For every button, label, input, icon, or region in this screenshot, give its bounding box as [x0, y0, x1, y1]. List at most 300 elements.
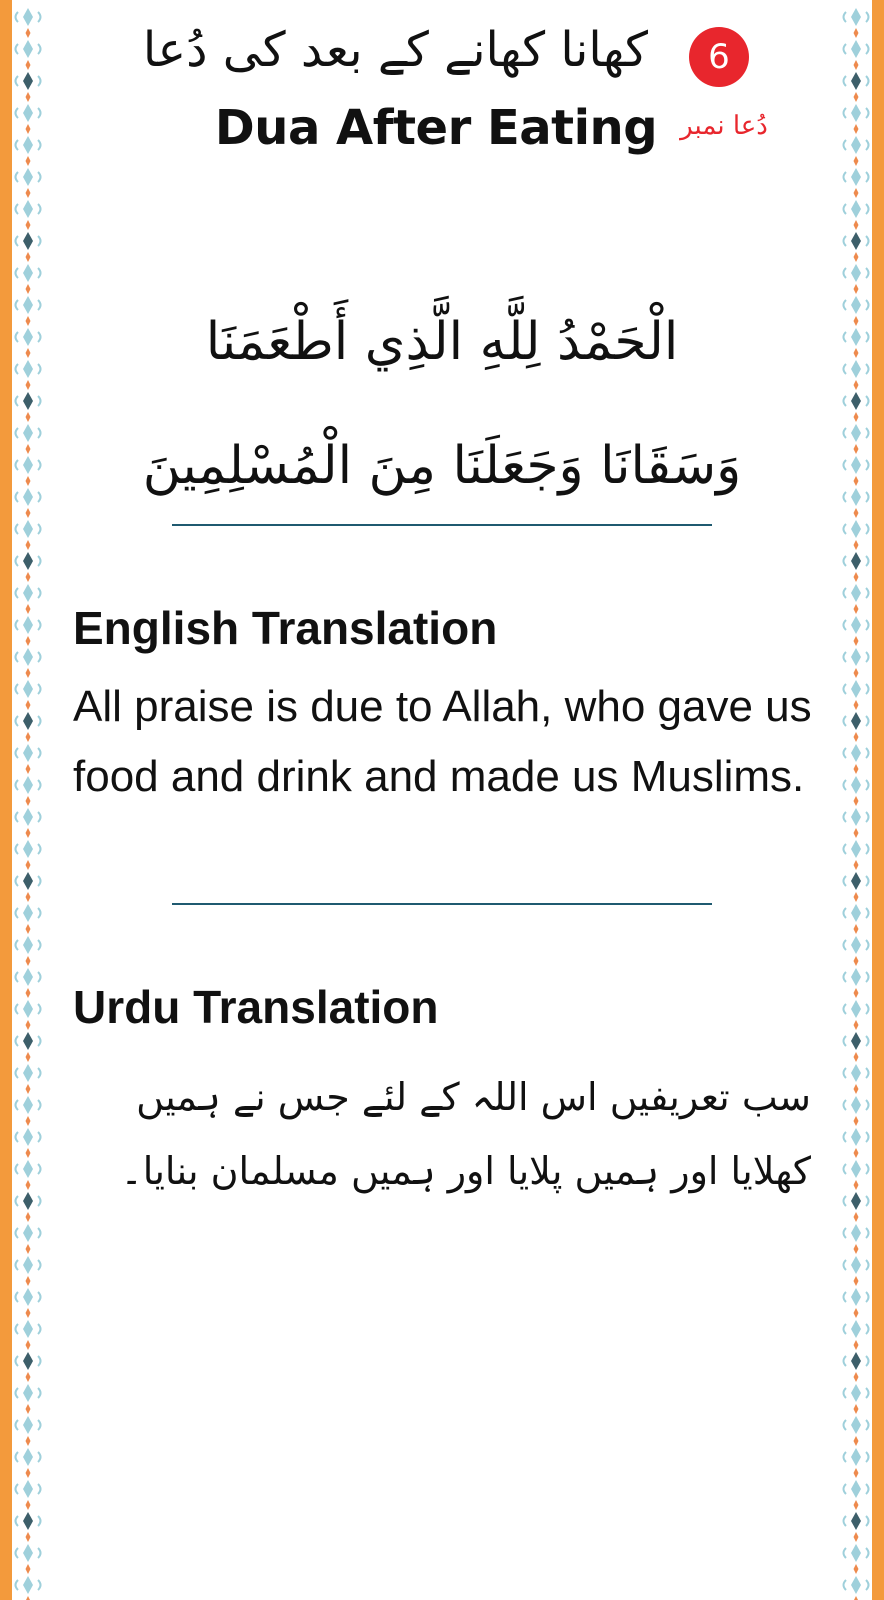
- border-dot: [854, 1596, 859, 1600]
- dua-card: [46, 0, 838, 1600]
- border-leaf: [38, 268, 41, 278]
- border-dot: [26, 668, 31, 678]
- border-dot: [854, 188, 859, 198]
- border-leaf: [866, 748, 869, 758]
- border-diamond: [851, 328, 861, 346]
- border-leaf: [844, 940, 847, 950]
- border-diamond: [851, 776, 861, 794]
- border-dot: [854, 732, 859, 742]
- section-divider: [172, 903, 712, 905]
- border-dot: [26, 1180, 31, 1190]
- border-leaf: [38, 1356, 41, 1366]
- border-dot: [26, 220, 31, 230]
- border-leaf: [866, 556, 869, 566]
- border-leaf: [38, 940, 41, 950]
- border-dot: [26, 188, 31, 198]
- border-dot: [26, 348, 31, 358]
- urdu-translation-text: سب تعریفیں اس اللہ کے لئے جس نے ہمیں کھلایا اور ہمیں پلایا اور ہمیں مسلمان بنایا۔: [120, 1075, 811, 1193]
- border-leaf: [16, 1420, 19, 1430]
- border-dot: [854, 1564, 859, 1574]
- border-leaf: [38, 1292, 41, 1302]
- border-leaf: [16, 556, 19, 566]
- border-leaf: [866, 492, 869, 502]
- border-diamond: [851, 200, 861, 218]
- border-leaf: [16, 620, 19, 630]
- arabic-dua: [66, 280, 818, 528]
- border-diamond: [23, 648, 33, 666]
- border-diamond: [23, 616, 33, 634]
- border-leaf: [16, 940, 19, 950]
- border-leaf: [38, 972, 41, 982]
- border-dot: [854, 796, 859, 806]
- border-leaf: [16, 652, 19, 662]
- border-diamond: [851, 1352, 861, 1370]
- border-dot: [854, 124, 859, 134]
- border-leaf: [844, 812, 847, 822]
- border-dot: [854, 860, 859, 870]
- decorative-border-left: [0, 0, 46, 1600]
- border-leaf: [844, 1292, 847, 1302]
- border-leaf: [866, 332, 869, 342]
- border-leaf: [16, 1548, 19, 1558]
- border-diamond: [851, 1320, 861, 1338]
- border-leaf: [38, 780, 41, 790]
- border-diamond: [23, 1128, 33, 1146]
- border-leaf: [844, 1004, 847, 1014]
- border-leaf: [866, 1164, 869, 1174]
- border-leaf: [38, 1004, 41, 1014]
- border-dot: [26, 1084, 31, 1094]
- border-leaf: [844, 1548, 847, 1558]
- border-leaf: [844, 236, 847, 246]
- border-dot: [26, 1052, 31, 1062]
- border-dot: [26, 1532, 31, 1542]
- border-dot: [854, 1404, 859, 1414]
- border-diamond: [23, 72, 33, 90]
- border-leaf: [38, 684, 41, 694]
- border-dot: [854, 1276, 859, 1286]
- border-leaf: [16, 716, 19, 726]
- border-leaf: [16, 748, 19, 758]
- border-leaf: [38, 1420, 41, 1430]
- border-diamond: [23, 872, 33, 890]
- border-dot: [854, 1436, 859, 1446]
- border-leaf: [38, 1580, 41, 1590]
- border-leaf: [844, 492, 847, 502]
- border-leaf: [16, 140, 19, 150]
- border-leaf: [38, 1196, 41, 1206]
- border-leaf: [866, 140, 869, 150]
- urdu-title: کھانا کھانے کے بعد کی دُعا: [142, 22, 648, 78]
- border-diamond: [23, 1352, 33, 1370]
- border-leaf: [16, 1292, 19, 1302]
- border-leaf: [38, 460, 41, 470]
- border-diamond: [23, 552, 33, 570]
- border-leaf: [16, 1036, 19, 1046]
- border-dot: [854, 380, 859, 390]
- border-leaf: [866, 1356, 869, 1366]
- border-leaf: [38, 364, 41, 374]
- border-leaf: [844, 1356, 847, 1366]
- border-dot: [854, 412, 859, 422]
- border-diamond: [851, 104, 861, 122]
- border-leaf: [38, 76, 41, 86]
- border-leaf: [844, 524, 847, 534]
- border-leaf: [16, 844, 19, 854]
- border-diamond: [851, 584, 861, 602]
- border-diamond: [23, 776, 33, 794]
- border-diamond: [23, 1032, 33, 1050]
- border-leaf: [38, 1452, 41, 1462]
- border-diamond: [851, 552, 861, 570]
- border-leaf: [844, 1228, 847, 1238]
- border-leaf: [866, 1484, 869, 1494]
- border-leaf: [844, 716, 847, 726]
- border-leaf: [16, 1484, 19, 1494]
- border-leaf: [866, 428, 869, 438]
- border-leaf: [866, 300, 869, 310]
- border-diamond: [23, 1448, 33, 1466]
- border-dot: [854, 1052, 859, 1062]
- border-leaf: [38, 812, 41, 822]
- border-dot: [854, 924, 859, 934]
- border-dot: [26, 1212, 31, 1222]
- border-leaf: [866, 1100, 869, 1110]
- border-diamond: [23, 232, 33, 250]
- english-translation-heading: English Translation: [73, 602, 498, 654]
- english-translation-text: All praise is due to Allah, who gave us food and drink and made us Muslims.: [73, 682, 812, 801]
- border-diamond: [851, 264, 861, 282]
- border-orange-stripe: [872, 0, 884, 1600]
- border-leaf: [38, 108, 41, 118]
- border-leaf: [866, 76, 869, 86]
- border-leaf: [38, 1260, 41, 1270]
- border-leaf: [844, 1324, 847, 1334]
- border-leaf: [38, 236, 41, 246]
- border-leaf: [844, 44, 847, 54]
- border-leaf: [844, 428, 847, 438]
- border-dot: [854, 1244, 859, 1254]
- border-leaf: [16, 1356, 19, 1366]
- border-dot: [26, 1340, 31, 1350]
- border-leaf: [38, 1228, 41, 1238]
- border-pattern: [838, 0, 884, 1600]
- border-diamond: [23, 1064, 33, 1082]
- border-dot: [26, 828, 31, 838]
- border-leaf: [866, 620, 869, 630]
- border-leaf: [866, 1196, 869, 1206]
- border-dot: [854, 1372, 859, 1382]
- border-dot: [854, 92, 859, 102]
- border-dot: [26, 124, 31, 134]
- dua-number-label: دُعا نمبر: [680, 111, 768, 141]
- border-leaf: [38, 556, 41, 566]
- border-dot: [854, 1468, 859, 1478]
- border-leaf: [844, 972, 847, 982]
- page-title: Dua After Eating: [214, 100, 658, 156]
- border-dot: [26, 380, 31, 390]
- border-leaf: [866, 1324, 869, 1334]
- border-diamond: [851, 840, 861, 858]
- border-leaf: [866, 1580, 869, 1590]
- border-leaf: [38, 876, 41, 886]
- border-dot: [26, 1116, 31, 1126]
- border-diamond: [23, 1544, 33, 1562]
- border-diamond: [23, 1320, 33, 1338]
- border-leaf: [16, 1068, 19, 1078]
- border-leaf: [866, 1228, 869, 1238]
- border-dot: [854, 1308, 859, 1318]
- border-leaf: [16, 300, 19, 310]
- border-leaf: [866, 940, 869, 950]
- border-leaf: [844, 588, 847, 598]
- border-dot: [26, 1564, 31, 1574]
- border-leaf: [866, 1452, 869, 1462]
- border-leaf: [844, 1260, 847, 1270]
- border-dot: [26, 508, 31, 518]
- border-leaf: [38, 1164, 41, 1174]
- border-dot: [854, 1340, 859, 1350]
- border-leaf: [866, 1260, 869, 1270]
- border-diamond: [851, 872, 861, 890]
- border-dot: [26, 860, 31, 870]
- border-diamond: [23, 904, 33, 922]
- border-diamond: [851, 392, 861, 410]
- arabic-line-2: وَسَقَانَا وَجَعَلَنَا مِنَ الْمُسْلِمِينَ: [142, 436, 742, 496]
- border-leaf: [38, 524, 41, 534]
- border-diamond: [23, 1096, 33, 1114]
- border-diamond: [23, 40, 33, 58]
- border-diamond: [851, 1288, 861, 1306]
- border-diamond: [851, 520, 861, 538]
- border-diamond: [851, 648, 861, 666]
- border-diamond: [851, 232, 861, 250]
- border-diamond: [851, 168, 861, 186]
- border-leaf: [844, 1420, 847, 1430]
- border-diamond: [23, 200, 33, 218]
- border-dot: [854, 1180, 859, 1190]
- border-leaf: [16, 1164, 19, 1174]
- border-leaf: [866, 364, 869, 374]
- border-diamond: [23, 296, 33, 314]
- border-dot: [26, 1148, 31, 1158]
- arabic-line-1: الْحَمْدُ لِلَّهِ الَّذِي أَطْعَمَنَا: [205, 312, 679, 372]
- border-leaf: [38, 1132, 41, 1142]
- border-leaf: [844, 1196, 847, 1206]
- border-diamond: [851, 360, 861, 378]
- border-diamond: [23, 1512, 33, 1530]
- border-diamond: [23, 392, 33, 410]
- border-dot: [26, 476, 31, 486]
- border-diamond: [23, 936, 33, 954]
- border-leaf: [16, 76, 19, 86]
- border-dot: [854, 636, 859, 646]
- border-diamond: [851, 488, 861, 506]
- border-leaf: [38, 844, 41, 854]
- border-leaf: [866, 1132, 869, 1142]
- border-leaf: [866, 876, 869, 886]
- border-diamond: [23, 712, 33, 730]
- border-leaf: [866, 396, 869, 406]
- border-leaf: [844, 332, 847, 342]
- border-dot: [26, 1404, 31, 1414]
- border-leaf: [16, 1324, 19, 1334]
- border-leaf: [38, 1516, 41, 1526]
- border-leaf: [844, 140, 847, 150]
- border-dot: [854, 60, 859, 70]
- border-leaf: [866, 652, 869, 662]
- border-diamond: [23, 456, 33, 474]
- border-dot: [854, 348, 859, 358]
- border-diamond: [851, 40, 861, 58]
- border-leaf: [16, 908, 19, 918]
- border-leaf: [866, 780, 869, 790]
- border-diamond: [851, 136, 861, 154]
- border-diamond: [851, 1128, 861, 1146]
- border-leaf: [16, 172, 19, 182]
- border-diamond: [851, 8, 861, 26]
- border-diamond: [851, 1192, 861, 1210]
- border-leaf: [16, 460, 19, 470]
- border-leaf: [844, 684, 847, 694]
- border-dot: [854, 828, 859, 838]
- border-leaf: [866, 1420, 869, 1430]
- border-leaf: [38, 588, 41, 598]
- border-dot: [26, 764, 31, 774]
- border-dot: [854, 156, 859, 166]
- border-dot: [26, 1436, 31, 1446]
- border-leaf: [38, 1548, 41, 1558]
- border-leaf: [844, 1452, 847, 1462]
- border-diamond: [851, 1256, 861, 1274]
- border-dot: [854, 668, 859, 678]
- border-leaf: [38, 140, 41, 150]
- border-diamond: [23, 808, 33, 826]
- border-dot: [854, 956, 859, 966]
- border-dot: [26, 28, 31, 38]
- border-diamond: [23, 520, 33, 538]
- border-diamond: [23, 1288, 33, 1306]
- border-leaf: [38, 1068, 41, 1078]
- border-leaf: [38, 204, 41, 214]
- border-leaf: [866, 204, 869, 214]
- border-leaf: [16, 876, 19, 886]
- border-diamond: [23, 1576, 33, 1594]
- border-diamond: [851, 680, 861, 698]
- border-diamond: [851, 296, 861, 314]
- border-diamond: [851, 1448, 861, 1466]
- border-leaf: [38, 396, 41, 406]
- border-leaf: [16, 780, 19, 790]
- border-diamond: [851, 72, 861, 90]
- border-leaf: [38, 12, 41, 22]
- border-leaf: [844, 908, 847, 918]
- border-dot: [26, 1500, 31, 1510]
- border-leaf: [866, 1548, 869, 1558]
- border-leaf: [866, 972, 869, 982]
- border-leaf: [844, 268, 847, 278]
- border-dot: [26, 284, 31, 294]
- border-dot: [854, 540, 859, 550]
- border-dot: [26, 892, 31, 902]
- border-leaf: [16, 1004, 19, 1014]
- border-leaf: [866, 460, 869, 470]
- border-dot: [854, 252, 859, 262]
- border-leaf: [16, 364, 19, 374]
- border-leaf: [16, 108, 19, 118]
- border-diamond: [23, 968, 33, 986]
- border-leaf: [866, 108, 869, 118]
- border-dot: [854, 284, 859, 294]
- border-leaf: [866, 1036, 869, 1046]
- border-leaf: [38, 716, 41, 726]
- border-leaf: [16, 588, 19, 598]
- border-diamond: [851, 712, 861, 730]
- border-dot: [26, 412, 31, 422]
- border-diamond: [851, 1416, 861, 1434]
- border-leaf: [16, 1580, 19, 1590]
- border-leaf: [866, 268, 869, 278]
- border-diamond: [23, 840, 33, 858]
- border-dot: [26, 924, 31, 934]
- border-leaf: [38, 492, 41, 502]
- border-diamond: [23, 168, 33, 186]
- border-dot: [854, 28, 859, 38]
- border-diamond: [23, 1256, 33, 1274]
- border-dot: [854, 316, 859, 326]
- border-diamond: [851, 1576, 861, 1594]
- border-diamond: [23, 1384, 33, 1402]
- border-dot: [26, 700, 31, 710]
- border-leaf: [16, 1100, 19, 1110]
- border-leaf: [16, 492, 19, 502]
- border-diamond: [23, 1192, 33, 1210]
- border-diamond: [23, 1160, 33, 1178]
- border-leaf: [16, 1196, 19, 1206]
- border-leaf: [866, 1292, 869, 1302]
- border-diamond: [23, 136, 33, 154]
- decorative-border-right: [838, 0, 884, 1600]
- border-orange-stripe: [0, 0, 12, 1600]
- border-dot: [854, 764, 859, 774]
- border-leaf: [16, 812, 19, 822]
- border-leaf: [866, 172, 869, 182]
- border-leaf: [866, 1004, 869, 1014]
- border-diamond: [851, 456, 861, 474]
- border-leaf: [866, 1068, 869, 1078]
- border-dot: [26, 636, 31, 646]
- border-dot: [26, 1596, 31, 1600]
- border-dot: [854, 220, 859, 230]
- border-diamond: [23, 360, 33, 378]
- border-leaf: [866, 12, 869, 22]
- border-leaf: [16, 396, 19, 406]
- border-leaf: [16, 1452, 19, 1462]
- border-dot: [26, 796, 31, 806]
- border-leaf: [38, 428, 41, 438]
- border-dot: [854, 1212, 859, 1222]
- border-leaf: [38, 300, 41, 310]
- border-leaf: [844, 1516, 847, 1526]
- border-diamond: [23, 488, 33, 506]
- border-leaf: [16, 1228, 19, 1238]
- border-diamond: [23, 1416, 33, 1434]
- border-dot: [854, 1084, 859, 1094]
- border-leaf: [38, 1388, 41, 1398]
- border-diamond: [23, 8, 33, 26]
- dua-number-badge: 6: [689, 27, 749, 87]
- border-leaf: [16, 12, 19, 22]
